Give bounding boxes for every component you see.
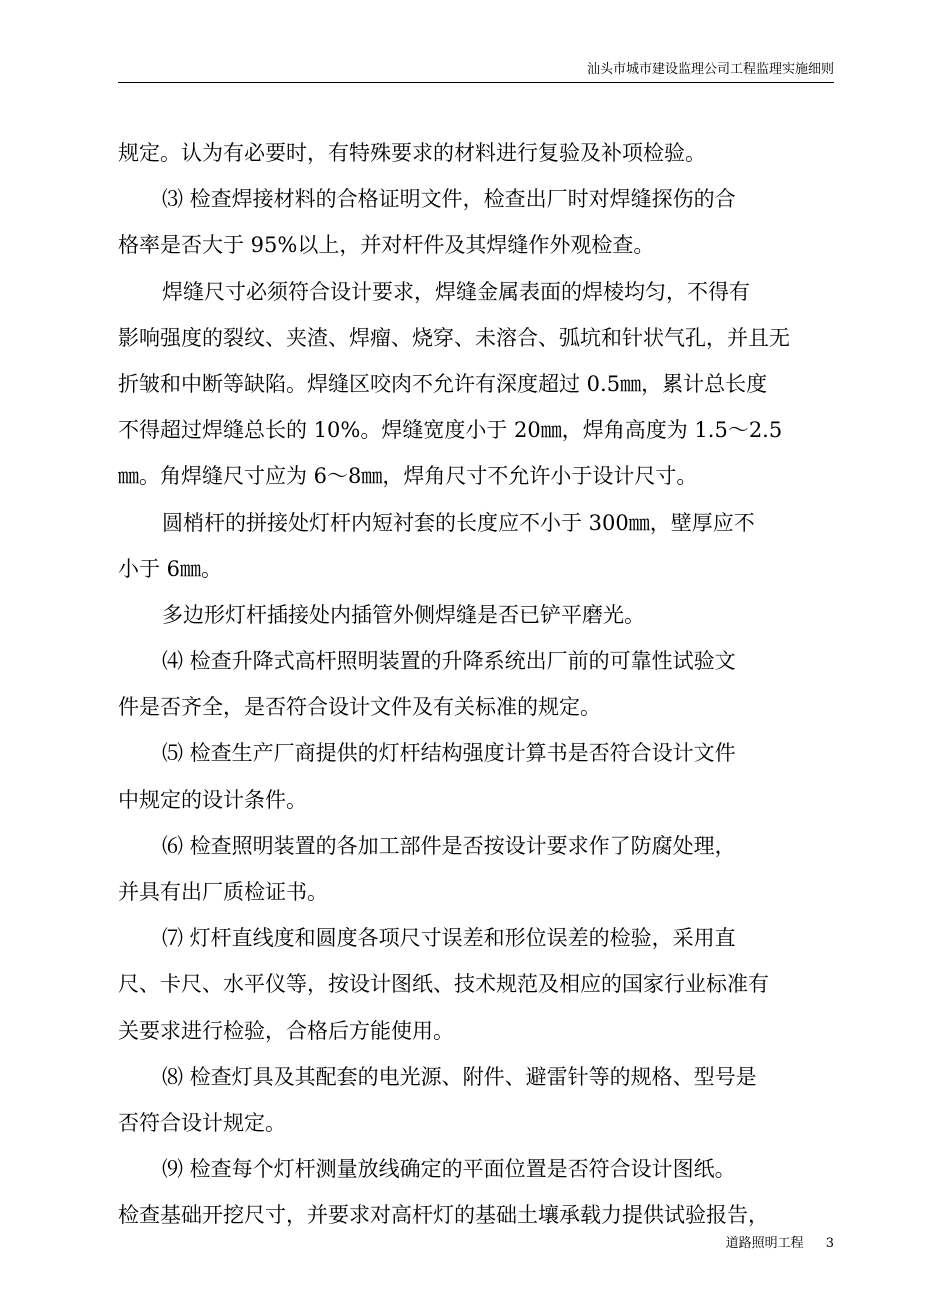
text-line: 中规定的设计条件。 [118,787,307,812]
text-line: 检查基础开挖尺寸，并要求对高杆灯的基础土壤承载力提供试验报告， [118,1203,769,1228]
text-line: ⑼ 检查每个灯杆测量放线确定的平面位置是否符合设计图纸。 [162,1157,736,1182]
text-line: ⑻ 检查灯具及其配套的电光源、附件、避雷针等的规格、型号是 [162,1064,757,1089]
text-line: ⑷ 检查升降式高杆照明装置的升降系统出厂前的可靠性试验文 [162,649,736,674]
text-line: 件是否齐全，是否符合设计文件及有关标准的规定。 [118,695,601,720]
text-line: 焊缝尺寸必须符合设计要求，焊缝金属表面的焊棱均匀，不得有 [162,279,750,304]
footer-section-title: 道路照明工程 [725,1236,804,1251]
page-footer [726,1236,834,1252]
text-line: 多边形灯杆插接处内插管外侧焊缝是否已铲平磨光。 [162,602,645,627]
header-title: 汕头市城市建设监理公司工程监理实施细则 [586,62,834,77]
text-line: 并具有出厂质检证书。 [118,880,328,904]
text-line: 关要求进行检验，合格后方能使用。 [118,1018,454,1043]
text-line: 圆梢杆的拼接处灯杆内短衬套的长度应不小于 300㎜，壁厚应不 [162,510,755,535]
text-line: ⑺ 灯杆直线度和圆度各项尺寸误差和形位误差的检验，采用直 [162,926,736,951]
text-line: 尺、卡尺、水平仪等，按设计图纸、技术规范及相应的国家行业标准有 [118,972,769,997]
page-number: 3 [825,1236,834,1251]
text-line: 影响强度的裂纹、夹渣、焊瘤、烧穿、未溶合、弧坑和针状气孔，并且无 [118,325,790,350]
document-body [118,130,834,1239]
text-line: 不得超过焊缝总长的 10%。焊缝宽度小于 20㎜，焊角高度为 1.5～2.5 [118,418,783,443]
page-header [118,62,834,83]
text-line: ⑸ 检查生产厂商提供的灯杆结构强度计算书是否符合设计文件 [162,741,736,766]
text-line: 否符合设计规定。 [118,1110,286,1135]
text-line: 小于 6㎜。 [118,556,223,581]
text-line: 格率是否大于 95%以上，并对杆件及其焊缝作外观检查。 [118,233,655,258]
text-line: ⑶ 检查焊接材料的合格证明文件，检查出厂时对焊缝探伤的合 [162,187,736,212]
text-line: ⑹ 检查照明装置的各加工部件是否按设计要求作了防腐处理， [162,833,736,858]
text-line: ㎜。角焊缝尺寸应为 6～8㎜，焊角尺寸不允许小于设计尺寸。 [118,464,698,489]
text-line: 折皱和中断等缺陷。焊缝区咬肉不允许有深度超过 0.5㎜，累计总长度 [118,371,768,396]
text-line: 规定。认为有必要时，有特殊要求的材料进行复验及补项检验。 [118,141,706,165]
